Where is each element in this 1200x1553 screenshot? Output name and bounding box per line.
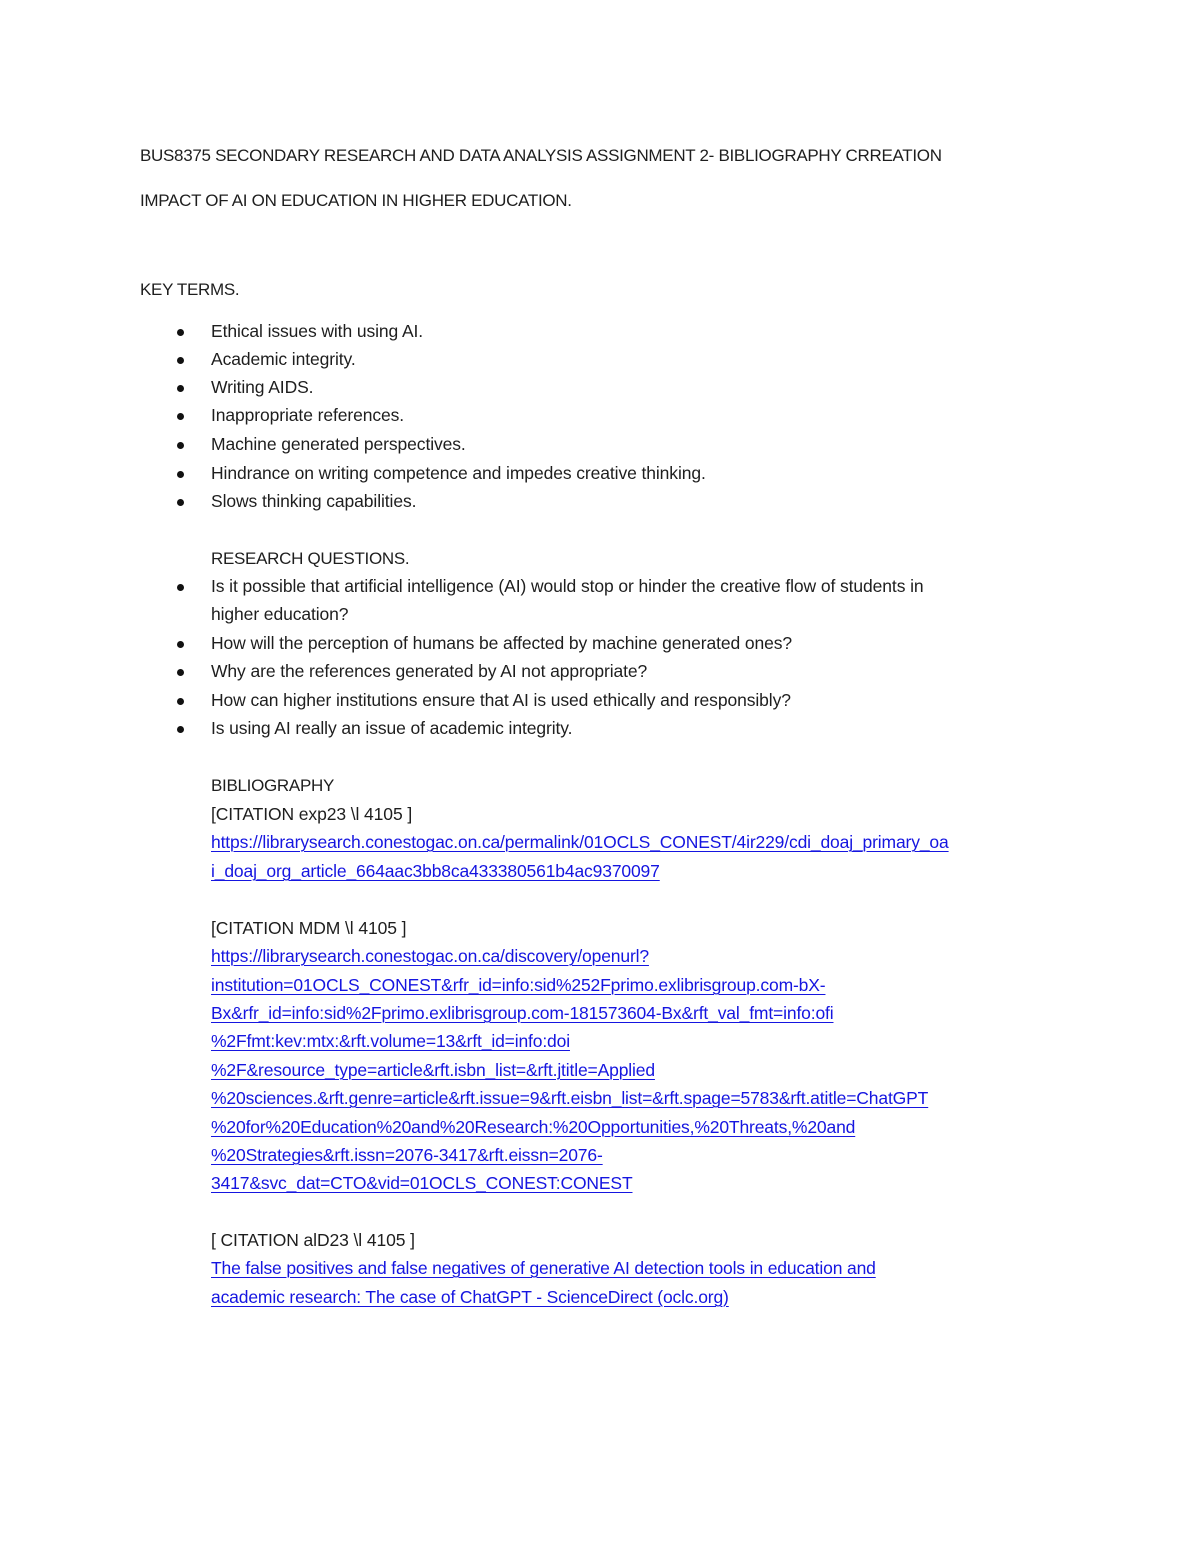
research-questions-heading: RESEARCH QUESTIONS. (211, 549, 410, 568)
bullet-icon (177, 329, 184, 336)
bullet-icon (177, 584, 184, 591)
bullet-icon (177, 385, 184, 392)
research-question-item: Why are the references generated by AI not appropriate? (211, 661, 648, 681)
bibliography-link[interactable]: The false positives and false negatives of generative AI detection tools in education and (211, 1258, 876, 1278)
bullet-icon (177, 499, 184, 506)
citation-field: [CITATION exp23 \l 4105 ] (211, 804, 413, 824)
bibliography-link[interactable]: academic research: The case of ChatGPT - ScienceDirect (oclc.org) (211, 1287, 729, 1307)
key-term-item: Ethical issues with using AI. (211, 321, 424, 341)
bullet-icon (177, 669, 184, 676)
bullet-icon (177, 357, 184, 364)
bibliography-link[interactable]: %20for%20Education%20and%20Research:%20Opportunities,%20Threats,%20and (211, 1117, 856, 1137)
bibliography-link[interactable]: 3417&svc_dat=CTO&vid=01OCLS_CONEST:CONEST (211, 1173, 633, 1193)
topic-title: IMPACT OF AI ON EDUCATION IN HIGHER EDUCATION. (140, 191, 572, 210)
course-title: BUS8375 SECONDARY RESEARCH AND DATA ANALYSIS ASSIGNMENT 2- BIBLIOGRAPHY CRREATION (140, 146, 942, 165)
key-term-item: Hindrance on writing competence and impedes creative thinking. (211, 463, 706, 483)
bibliography-link[interactable]: https://librarysearch.conestogac.on.ca/discovery/openurl? (211, 946, 649, 966)
bibliography-link[interactable]: institution=01OCLS_CONEST&rfr_id=info:sid%252Fprimo.exlibrisgroup.com-bX- (211, 975, 826, 995)
bullet-icon (177, 641, 184, 648)
bibliography-link[interactable]: Bx&rfr_id=info:sid%2Fprimo.exlibrisgroup.com-181573604-Bx&rft_val_fmt=info:ofi (211, 1003, 834, 1023)
bibliography-heading: BIBLIOGRAPHY (211, 776, 334, 795)
bullet-icon (177, 442, 184, 449)
citation-field: [ CITATION alD23 \l 4105 ] (211, 1230, 415, 1250)
key-term-item: Machine generated perspectives. (211, 434, 466, 454)
bibliography-link[interactable]: https://librarysearch.conestogac.on.ca/permalink/01OCLS_CONEST/4ir229/cdi_doaj_primary_oa (211, 832, 949, 852)
bibliography-link[interactable]: %20Strategies&rft.issn=2076-3417&rft.eissn=2076- (211, 1145, 603, 1165)
key-terms-heading: KEY TERMS. (140, 280, 240, 299)
bullet-icon (177, 698, 184, 705)
key-term-item: Writing AIDS. (211, 377, 314, 397)
bullet-icon (177, 726, 184, 733)
bullet-icon (177, 413, 184, 420)
bibliography-link[interactable]: %2F&resource_type=article&rft.isbn_list=&rft.jtitle=Applied (211, 1060, 655, 1080)
key-term-item: Academic integrity. (211, 349, 356, 369)
research-question-item: How can higher institutions ensure that AI is used ethically and responsibly? (211, 690, 791, 710)
research-question-item: Is using AI really an issue of academic integrity. (211, 718, 573, 738)
research-question-item: How will the perception of humans be affected by machine generated ones? (211, 633, 793, 653)
research-question-continuation: higher education? (211, 604, 349, 624)
bibliography-link[interactable]: i_doaj_org_article_664aac3bb8ca433380561b4ac9370097 (211, 861, 660, 881)
bullet-icon (177, 471, 184, 478)
research-question-item: Is it possible that artificial intelligence (AI) would stop or hinder the creative flow of students in (211, 576, 924, 596)
key-term-item: Slows thinking capabilities. (211, 491, 417, 511)
bibliography-link[interactable]: %20sciences.&rft.genre=article&rft.issue=9&rft.eisbn_list=&rft.spage=5783&rft.atitle=ChatGPT (211, 1088, 929, 1108)
bibliography-link[interactable]: %2Ffmt:kev:mtx:&rft.volume=13&rft_id=info:doi (211, 1031, 570, 1051)
key-term-item: Inappropriate references. (211, 405, 405, 425)
citation-field: [CITATION MDM \l 4105 ] (211, 918, 407, 938)
